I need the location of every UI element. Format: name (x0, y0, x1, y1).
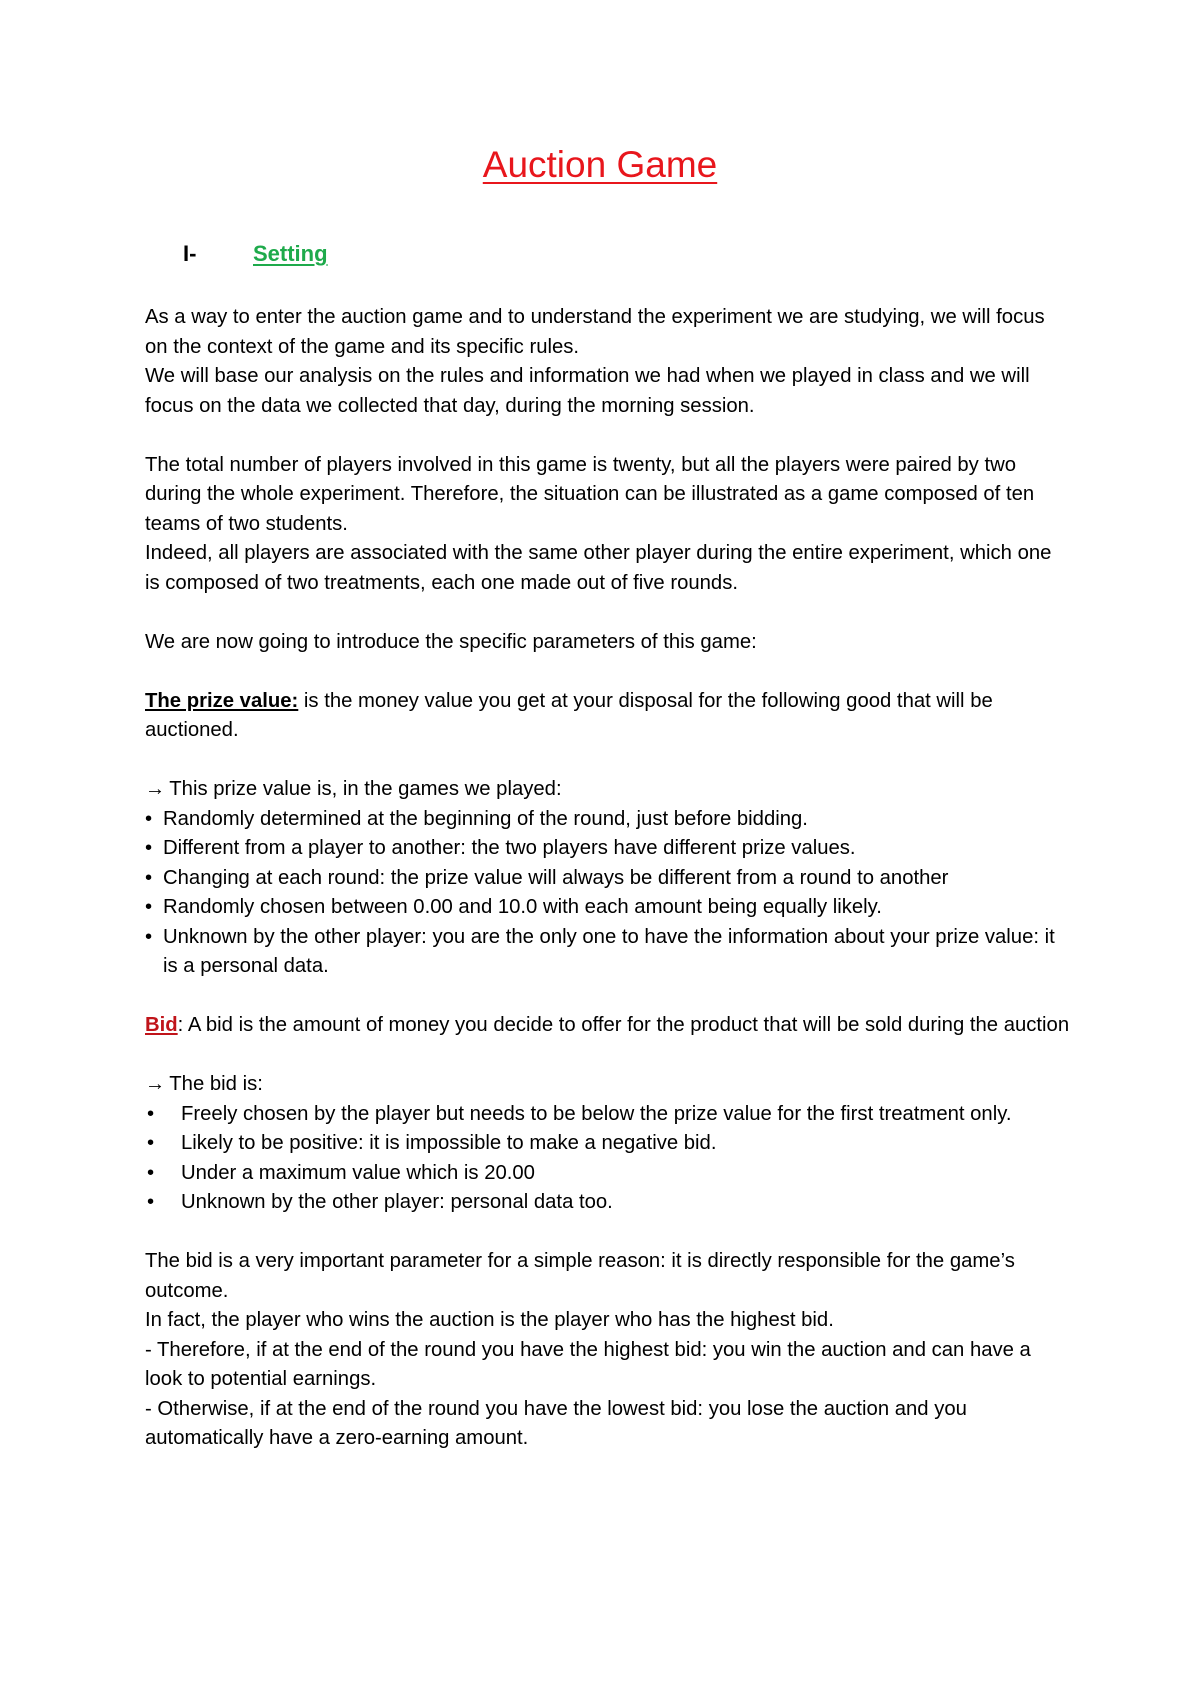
prize-arrow-text: This prize value is, in the games we played: (169, 778, 562, 800)
section-title: Setting (253, 241, 328, 266)
prize-list (145, 805, 1070, 982)
list-item (145, 923, 1070, 982)
list-item-text: Randomly determined at the beginning of the round, just before bidding. (163, 807, 808, 830)
paragraph-gap (145, 421, 1070, 451)
bullet-icon: • (147, 1191, 155, 1213)
prize-definition-text: is the money value you get at your disposal for the following good that will be auctioned. (145, 689, 993, 741)
bullet-icon: • (145, 896, 153, 918)
intro-paragraph: As a way to enter the auction game and to understand the experiment we are studying, we will focus on the context of the game and its specific rules. (145, 306, 1045, 358)
document-title: Auction Game (482, 144, 718, 185)
paragraph-gap (145, 1041, 1070, 1071)
bid-arrow-text: The bid is: (169, 1073, 263, 1095)
list-item-text: Freely chosen by the player but needs to be below the prize value for the first treatment only. (181, 1102, 1012, 1125)
prize-term: The prize value: (145, 689, 299, 712)
list-item (145, 1129, 1070, 1159)
bullet-icon: • (145, 925, 153, 948)
intro-paragraph: We will base our analysis on the rules and information we had when we played in class and we will focus on the data we collected that day, during the morning session. (145, 365, 1030, 417)
section-number: I- (183, 241, 197, 266)
conclusion-paragraph: - Therefore, if at the end of the round you have the highest bid: you win the auction and can have a look to potential earnings. (145, 1338, 1031, 1390)
list-item-text: Unknown by the other player: you are the only one to have the information about your prize value: it is a personal data. (163, 925, 1055, 977)
list-item-text: Under a maximum value which is 20.00 (181, 1161, 535, 1184)
conclusion-paragraph: The bid is a very important parameter for a simple reason: it is directly responsible for the game’s outcome. (145, 1250, 1015, 1302)
bid-term: Bid (145, 1014, 178, 1036)
bullet-icon: • (145, 837, 153, 859)
paragraph-gap (145, 598, 1070, 628)
prize-definition (145, 687, 1070, 746)
list-item (145, 1188, 1070, 1218)
list-item (145, 834, 1070, 864)
bullet-icon: • (147, 1132, 155, 1154)
list-item-text: Different from a player to another: the two players have different prize values. (163, 837, 856, 859)
bullet-icon: • (147, 1161, 155, 1184)
bullet-icon: • (145, 866, 153, 889)
list-item-text: Changing at each round: the prize value will always be different from a round to another (163, 866, 949, 889)
paragraph-gap (145, 746, 1070, 776)
bullet-icon: • (145, 807, 153, 830)
list-item (145, 805, 1070, 835)
bid-arrow-line (145, 1070, 1070, 1100)
parameters-intro: We are now going to introduce the specific parameters of this game: (145, 630, 757, 653)
conclusion-paragraph: - Otherwise, if at the end of the round you have the lowest bid: you lose the auction and you automatically have a zero-earning amount. (145, 1397, 967, 1449)
arrow-right-icon: → (145, 1073, 166, 1095)
paragraph-gap (145, 657, 1070, 687)
list-item-text: Randomly chosen between 0.00 and 10.0 with each amount being equally likely. (163, 896, 882, 918)
bid-list (145, 1100, 1070, 1218)
list-item (145, 893, 1070, 923)
prize-arrow-line (145, 775, 1070, 805)
bid-definition-text: : A bid is the amount of money you decide to offer for the product that will be sold during the auction (177, 1014, 1070, 1036)
list-item (145, 1100, 1070, 1130)
paragraph-gap (145, 982, 1070, 1012)
list-item (145, 864, 1070, 894)
list-item-text: Unknown by the other player: personal data too. (181, 1191, 613, 1213)
conclusion-paragraph: In fact, the player who wins the auction is the player who has the highest bid. (145, 1309, 834, 1331)
paragraph-gap (145, 1218, 1070, 1248)
arrow-right-icon: → (145, 778, 166, 800)
bullet-icon: • (147, 1102, 155, 1125)
list-item (145, 1159, 1070, 1189)
bid-definition (145, 1011, 1070, 1041)
list-item-text: Likely to be positive: it is impossible to make a negative bid. (181, 1132, 717, 1154)
document-body (145, 303, 1070, 1454)
players-paragraph: Indeed, all players are associated with the same other player during the entire experiment, which one is composed of two treatments, each one made out of five rounds. (145, 542, 1052, 594)
players-paragraph: The total number of players involved in this game is twenty, but all the players were paired by two during the whole experiment. Therefore, the situation can be illustrated as a game composed of ten teams of two students. (145, 453, 1035, 535)
